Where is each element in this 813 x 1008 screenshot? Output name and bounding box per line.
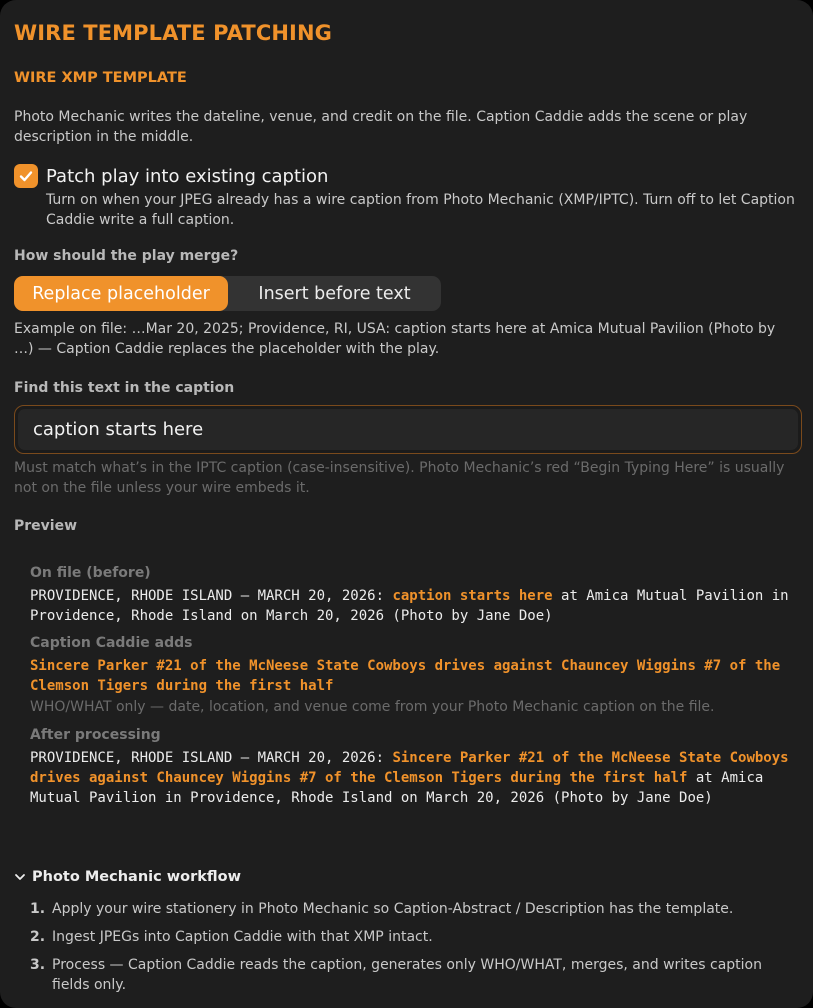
preview-adds-text: Sincere Parker #21 of the McNeese State Cowboys drives against Chauncey Wiggins #7 of the Clemson Tigers during the first half xyxy=(30,658,781,694)
before-highlight: caption starts here xyxy=(392,588,553,604)
step-text: Process — Caption Caddie reads the caption, generates only WHO/WHAT, merges, and writes caption fields only. xyxy=(52,957,762,993)
preview-before-text xyxy=(30,586,790,626)
step-number: 2. xyxy=(30,929,46,945)
preview-title: Preview xyxy=(14,518,78,534)
workflow-step xyxy=(30,899,800,919)
section-title: WIRE XMP TEMPLATE xyxy=(14,70,187,86)
segment-insert-before-text[interactable]: Insert before text xyxy=(258,283,411,304)
patch-toggle[interactable] xyxy=(14,164,328,188)
workflow-title[interactable]: Photo Mechanic workflow xyxy=(32,869,242,885)
workflow-step xyxy=(30,927,800,947)
chevron-down-icon[interactable] xyxy=(14,871,26,883)
merge-label: How should the play merge? xyxy=(14,248,239,264)
before-prefix: PROVIDENCE, RHODE ISLAND – MARCH 20, 2026: xyxy=(30,588,393,604)
page-title: WIRE TEMPLATE PATCHING xyxy=(14,21,332,45)
find-text-field xyxy=(14,405,802,454)
merge-example: Example on file: …Mar 20, 2025; Providence, RI, USA: caption starts here at Amica Mutual Pavilion (Photo by …) — Caption Caddie replaces the placeholder with the play. xyxy=(14,321,776,357)
step-text: Apply your wire stationery in Photo Mechanic so Caption-Abstract / Description has the template. xyxy=(52,901,734,917)
step-number: 3. xyxy=(30,957,46,973)
after-highlight: Sincere Parker #21 of the McNeese State Cowboys drives against Chauncey Wiggins #7 of the Clemson Tigers during the first half xyxy=(30,750,789,786)
preview-adds-label: Caption Caddie adds xyxy=(30,635,193,651)
workflow-step xyxy=(30,955,800,995)
before-suffix: at Amica Mutual Pavilion in Providence, Rhode Island on March 20, 2026 (Photo by Jane Doe) xyxy=(30,588,789,624)
workflow-disclosure[interactable] xyxy=(14,869,241,885)
patch-toggle-label[interactable]: Patch play into existing caption xyxy=(46,165,329,187)
after-suffix: at Amica Mutual Pavilion in Providence, Rhode Island on March 20, 2026 (Photo by Jane Doe) xyxy=(30,770,764,806)
patch-toggle-help: Turn on when your JPEG already has a wire caption from Photo Mechanic (XMP/IPTC). Turn off to let Caption Caddie write a full caption. xyxy=(46,192,795,228)
section-description: Photo Mechanic writes the dateline, venue, and credit on the file. Caption Caddie adds the scene or play description in the middle. xyxy=(14,109,748,145)
checkbox[interactable] xyxy=(14,164,38,188)
find-field-label: Find this text in the caption xyxy=(14,380,235,396)
checkmark-icon xyxy=(18,168,34,184)
find-field-hint: Must match what’s in the IPTC caption (case-insensitive). Photo Mechanic’s red “Begin Typing Here” is usually not on the file unless your wire embeds it. xyxy=(14,460,785,496)
preview-after-text xyxy=(30,748,790,808)
merge-segmented-control xyxy=(14,276,441,311)
step-text: Ingest JPEGs into Caption Caddie with that XMP intact. xyxy=(52,929,433,945)
preview-after-label: After processing xyxy=(30,727,161,743)
preview-adds-note: WHO/WHAT only — date, location, and venue come from your Photo Mechanic caption on the file. xyxy=(30,699,715,715)
after-prefix: PROVIDENCE, RHODE ISLAND – MARCH 20, 2026: xyxy=(30,750,393,766)
preview-before-label: On file (before) xyxy=(30,565,151,581)
segment-replace-placeholder[interactable]: Replace placeholder xyxy=(14,276,228,311)
find-text-input[interactable] xyxy=(18,409,798,450)
step-number: 1. xyxy=(30,901,46,917)
